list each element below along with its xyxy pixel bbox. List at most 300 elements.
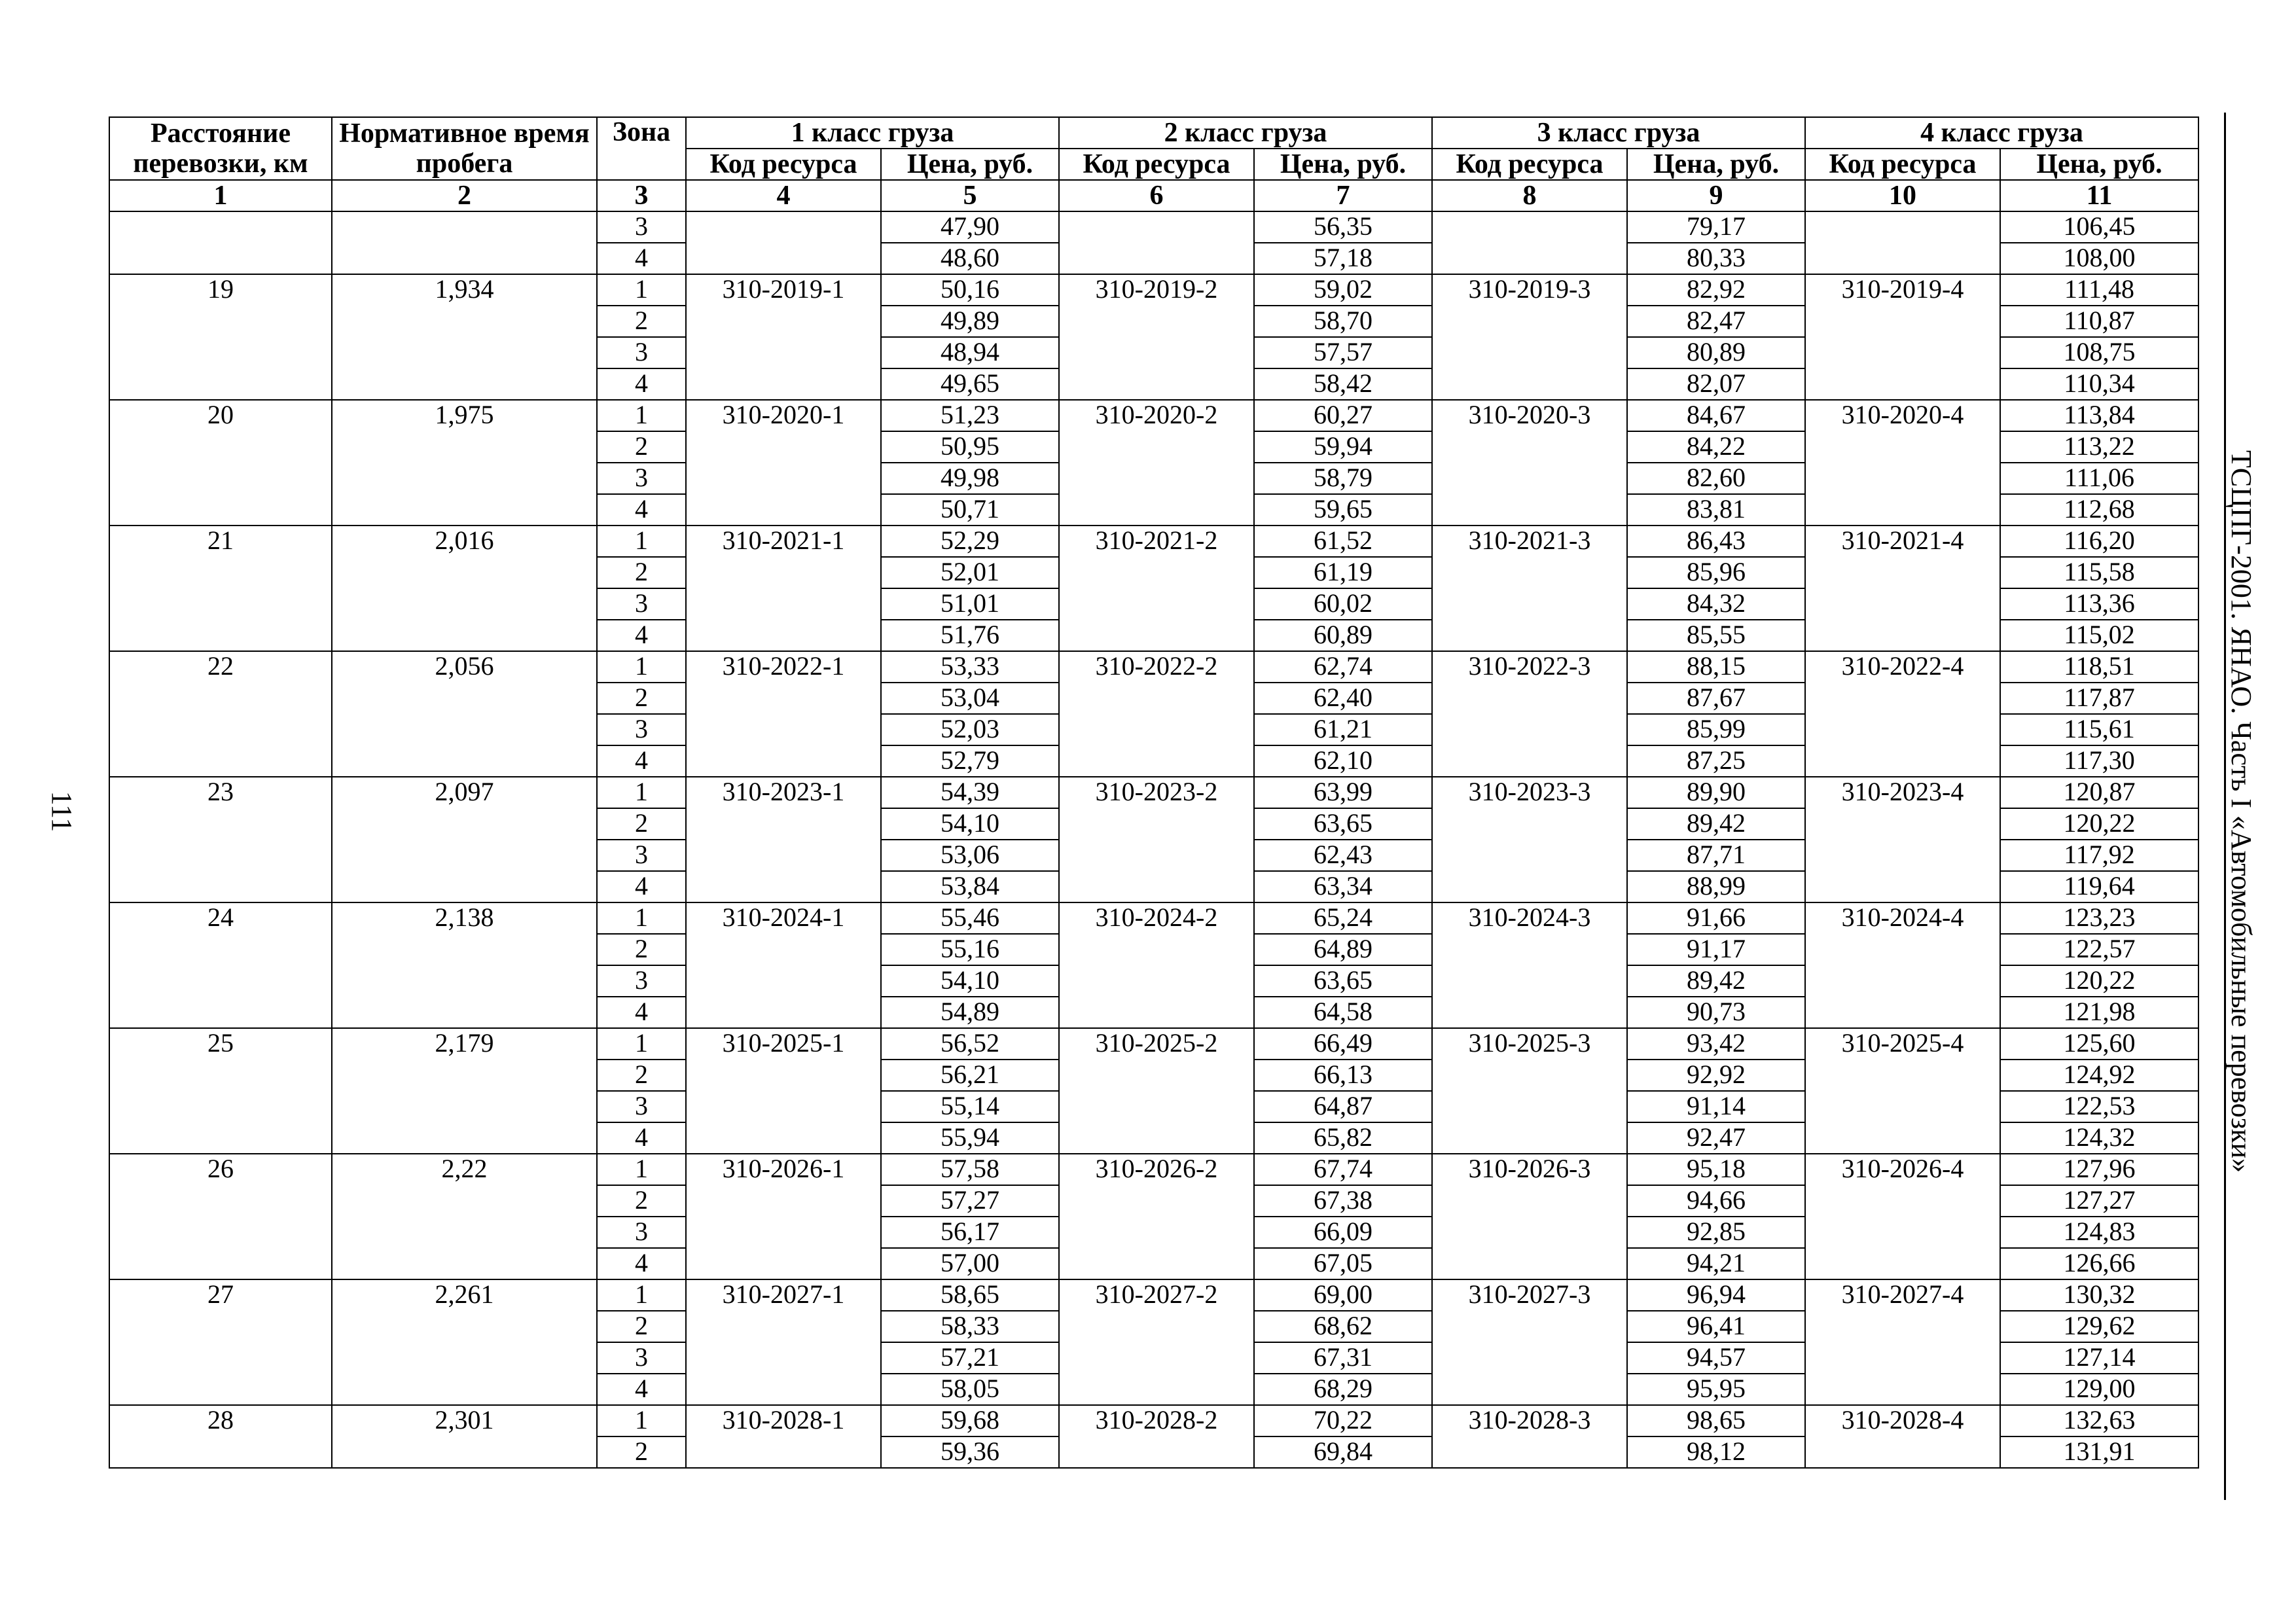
resource-code-cell: 310-2022-3	[1432, 651, 1627, 777]
resource-code-cell: 310-2024-2	[1059, 902, 1254, 1028]
zone-cell: 4	[597, 368, 686, 400]
distance-cell: 23	[109, 777, 332, 902]
resource-code-cell: 310-2023-2	[1059, 777, 1254, 902]
price-cell: 83,81	[1627, 494, 1805, 526]
header-code: Код ресурса	[1059, 149, 1254, 180]
resource-code-cell: 310-2025-2	[1059, 1028, 1254, 1154]
price-cell: 92,92	[1627, 1060, 1805, 1091]
zone-cell: 2	[597, 1060, 686, 1091]
price-cell: 56,35	[1254, 211, 1432, 243]
zone-cell: 4	[597, 1374, 686, 1405]
price-cell: 55,46	[881, 902, 1059, 934]
price-cell: 85,55	[1627, 620, 1805, 651]
price-cell: 57,58	[881, 1154, 1059, 1185]
zone-cell: 3	[597, 588, 686, 620]
tariff-table	[109, 116, 2199, 1469]
run-time-cell: 2,016	[332, 526, 597, 651]
table-row	[109, 902, 2198, 934]
zone-cell: 1	[597, 526, 686, 557]
price-cell: 82,60	[1627, 463, 1805, 494]
price-cell: 124,92	[2000, 1060, 2198, 1091]
resource-code-cell: 310-2025-1	[686, 1028, 881, 1154]
resource-code-cell: 310-2019-3	[1432, 274, 1627, 400]
price-cell: 87,25	[1627, 745, 1805, 777]
column-number: 5	[881, 180, 1059, 211]
price-cell: 51,01	[881, 588, 1059, 620]
price-cell: 52,01	[881, 557, 1059, 588]
price-cell: 64,89	[1254, 934, 1432, 965]
price-cell: 98,12	[1627, 1436, 1805, 1468]
price-cell: 61,52	[1254, 526, 1432, 557]
resource-code-cell: 310-2027-1	[686, 1279, 881, 1405]
price-cell: 49,89	[881, 306, 1059, 337]
price-cell: 64,87	[1254, 1091, 1432, 1122]
price-cell: 115,61	[2000, 714, 2198, 745]
price-cell: 56,21	[881, 1060, 1059, 1091]
zone-cell: 1	[597, 274, 686, 306]
price-cell: 66,13	[1254, 1060, 1432, 1091]
zone-cell: 3	[597, 1342, 686, 1374]
price-cell: 89,42	[1627, 808, 1805, 840]
column-number: 10	[1805, 180, 2000, 211]
run-time-cell: 2,056	[332, 651, 597, 777]
price-cell: 122,53	[2000, 1091, 2198, 1122]
price-cell: 53,33	[881, 651, 1059, 683]
price-cell: 58,65	[881, 1279, 1059, 1311]
price-cell: 94,57	[1627, 1342, 1805, 1374]
price-cell: 48,60	[881, 243, 1059, 274]
zone-cell: 3	[597, 965, 686, 997]
price-cell: 115,02	[2000, 620, 2198, 651]
table-row	[109, 1028, 2198, 1060]
price-cell: 94,66	[1627, 1185, 1805, 1217]
price-cell: 124,32	[2000, 1122, 2198, 1154]
distance-cell	[109, 211, 332, 274]
zone-cell: 2	[597, 1185, 686, 1217]
price-cell: 53,84	[881, 871, 1059, 902]
resource-code-cell	[1432, 211, 1627, 274]
price-cell: 60,27	[1254, 400, 1432, 431]
table-row	[109, 211, 2198, 243]
price-cell: 54,10	[881, 808, 1059, 840]
price-cell: 110,87	[2000, 306, 2198, 337]
resource-code-cell: 310-2020-3	[1432, 400, 1627, 526]
price-cell: 61,21	[1254, 714, 1432, 745]
price-cell: 125,60	[2000, 1028, 2198, 1060]
price-cell: 62,43	[1254, 840, 1432, 871]
price-cell: 58,79	[1254, 463, 1432, 494]
resource-code-cell: 310-2026-4	[1805, 1154, 2000, 1279]
column-number: 11	[2000, 180, 2198, 211]
header-price: Цена, руб.	[881, 149, 1059, 180]
price-cell: 92,85	[1627, 1217, 1805, 1248]
resource-code-cell: 310-2026-3	[1432, 1154, 1627, 1279]
header-time: Нормативное время пробега	[332, 117, 597, 180]
column-number: 3	[597, 180, 686, 211]
run-time-cell	[332, 211, 597, 274]
price-cell: 80,89	[1627, 337, 1805, 368]
distance-cell: 19	[109, 274, 332, 400]
price-cell: 69,84	[1254, 1436, 1432, 1468]
distance-cell: 24	[109, 902, 332, 1028]
price-cell: 117,30	[2000, 745, 2198, 777]
price-cell: 59,65	[1254, 494, 1432, 526]
price-cell: 52,79	[881, 745, 1059, 777]
zone-cell: 2	[597, 934, 686, 965]
distance-cell: 20	[109, 400, 332, 526]
table-row	[109, 400, 2198, 431]
price-cell: 66,09	[1254, 1217, 1432, 1248]
table-row	[109, 1405, 2198, 1436]
price-cell: 58,05	[881, 1374, 1059, 1405]
resource-code-cell: 310-2023-1	[686, 777, 881, 902]
price-cell: 95,18	[1627, 1154, 1805, 1185]
zone-cell: 1	[597, 777, 686, 808]
price-cell: 120,22	[2000, 965, 2198, 997]
distance-cell: 22	[109, 651, 332, 777]
price-cell: 132,63	[2000, 1405, 2198, 1436]
header-code: Код ресурса	[686, 149, 881, 180]
price-cell: 68,29	[1254, 1374, 1432, 1405]
header-class-1: 1 класс груза	[686, 117, 1059, 149]
price-cell: 54,89	[881, 997, 1059, 1028]
price-cell: 118,51	[2000, 651, 2198, 683]
table-row	[109, 1154, 2198, 1185]
zone-cell: 2	[597, 306, 686, 337]
column-number: 2	[332, 180, 597, 211]
column-number: 7	[1254, 180, 1432, 211]
price-cell: 63,34	[1254, 871, 1432, 902]
resource-code-cell: 310-2021-4	[1805, 526, 2000, 651]
price-cell: 82,47	[1627, 306, 1805, 337]
distance-cell: 27	[109, 1279, 332, 1405]
header-zone: Зона	[597, 117, 686, 180]
price-cell: 115,58	[2000, 557, 2198, 588]
price-cell: 91,17	[1627, 934, 1805, 965]
header-class-4: 4 класс груза	[1805, 117, 2198, 149]
resource-code-cell: 310-2021-1	[686, 526, 881, 651]
column-number: 4	[686, 180, 881, 211]
price-cell: 50,16	[881, 274, 1059, 306]
resource-code-cell: 310-2019-4	[1805, 274, 2000, 400]
price-cell: 57,57	[1254, 337, 1432, 368]
zone-cell: 1	[597, 651, 686, 683]
zone-cell: 4	[597, 871, 686, 902]
resource-code-cell: 310-2019-1	[686, 274, 881, 400]
table-row	[109, 777, 2198, 808]
zone-cell: 1	[597, 400, 686, 431]
zone-cell: 3	[597, 714, 686, 745]
price-cell: 82,07	[1627, 368, 1805, 400]
price-cell: 62,74	[1254, 651, 1432, 683]
run-time-cell: 2,301	[332, 1405, 597, 1468]
zone-cell: 3	[597, 1091, 686, 1122]
zone-cell: 2	[597, 431, 686, 463]
price-cell: 57,27	[881, 1185, 1059, 1217]
zone-cell: 4	[597, 997, 686, 1028]
price-cell: 67,31	[1254, 1342, 1432, 1374]
zone-cell: 4	[597, 494, 686, 526]
price-cell: 112,68	[2000, 494, 2198, 526]
resource-code-cell: 310-2027-4	[1805, 1279, 2000, 1405]
resource-code-cell: 310-2026-2	[1059, 1154, 1254, 1279]
price-cell: 50,71	[881, 494, 1059, 526]
price-cell: 52,29	[881, 526, 1059, 557]
zone-cell: 4	[597, 1248, 686, 1279]
distance-cell: 25	[109, 1028, 332, 1154]
column-numbers-row	[109, 180, 2198, 211]
price-cell: 63,65	[1254, 808, 1432, 840]
side-title: ТСЦПГ-2001. ЯНАО. Часть I «Автомобильные перевозки»	[2225, 450, 2257, 1173]
resource-code-cell: 310-2022-1	[686, 651, 881, 777]
price-cell: 108,75	[2000, 337, 2198, 368]
price-cell: 90,73	[1627, 997, 1805, 1028]
zone-cell: 2	[597, 683, 686, 714]
price-cell: 54,10	[881, 965, 1059, 997]
tariff-table-wrapper	[109, 116, 2198, 1469]
price-cell: 87,67	[1627, 683, 1805, 714]
price-cell: 63,99	[1254, 777, 1432, 808]
zone-cell: 1	[597, 1405, 686, 1436]
resource-code-cell: 310-2025-3	[1432, 1028, 1627, 1154]
price-cell: 80,33	[1627, 243, 1805, 274]
price-cell: 116,20	[2000, 526, 2198, 557]
zone-cell: 1	[597, 1154, 686, 1185]
price-cell: 85,96	[1627, 557, 1805, 588]
resource-code-cell: 310-2027-2	[1059, 1279, 1254, 1405]
zone-cell: 1	[597, 1028, 686, 1060]
price-cell: 67,74	[1254, 1154, 1432, 1185]
price-cell: 88,99	[1627, 871, 1805, 902]
resource-code-cell: 310-2019-2	[1059, 274, 1254, 400]
distance-cell: 21	[109, 526, 332, 651]
zone-cell: 4	[597, 1122, 686, 1154]
price-cell: 58,42	[1254, 368, 1432, 400]
price-cell: 84,32	[1627, 588, 1805, 620]
resource-code-cell: 310-2025-4	[1805, 1028, 2000, 1154]
resource-code-cell: 310-2023-3	[1432, 777, 1627, 902]
table-header	[109, 117, 2198, 211]
resource-code-cell: 310-2024-4	[1805, 902, 2000, 1028]
header-price: Цена, руб.	[1254, 149, 1432, 180]
price-cell: 119,64	[2000, 871, 2198, 902]
price-cell: 113,84	[2000, 400, 2198, 431]
header-price: Цена, руб.	[1627, 149, 1805, 180]
price-cell: 58,33	[881, 1311, 1059, 1342]
run-time-cell: 2,138	[332, 902, 597, 1028]
price-cell: 124,83	[2000, 1217, 2198, 1248]
price-cell: 55,16	[881, 934, 1059, 965]
price-cell: 53,04	[881, 683, 1059, 714]
resource-code-cell: 310-2028-2	[1059, 1405, 1254, 1468]
zone-cell: 2	[597, 808, 686, 840]
price-cell: 122,57	[2000, 934, 2198, 965]
price-cell: 94,21	[1627, 1248, 1805, 1279]
price-cell: 59,36	[881, 1436, 1059, 1468]
price-cell: 67,38	[1254, 1185, 1432, 1217]
zone-cell: 3	[597, 463, 686, 494]
price-cell: 120,22	[2000, 808, 2198, 840]
price-cell: 49,98	[881, 463, 1059, 494]
table-row	[109, 274, 2198, 306]
price-cell: 49,65	[881, 368, 1059, 400]
price-cell: 53,06	[881, 840, 1059, 871]
resource-code-cell: 310-2023-4	[1805, 777, 2000, 902]
price-cell: 111,48	[2000, 274, 2198, 306]
price-cell: 68,62	[1254, 1311, 1432, 1342]
resource-code-cell: 310-2021-3	[1432, 526, 1627, 651]
price-cell: 89,90	[1627, 777, 1805, 808]
price-cell: 95,95	[1627, 1374, 1805, 1405]
resource-code-cell: 310-2027-3	[1432, 1279, 1627, 1405]
price-cell: 98,65	[1627, 1405, 1805, 1436]
price-cell: 121,98	[2000, 997, 2198, 1028]
price-cell: 56,17	[881, 1217, 1059, 1248]
zone-cell: 1	[597, 902, 686, 934]
price-cell: 67,05	[1254, 1248, 1432, 1279]
price-cell: 64,58	[1254, 997, 1432, 1028]
price-cell: 57,18	[1254, 243, 1432, 274]
run-time-cell: 2,261	[332, 1279, 597, 1405]
price-cell: 60,89	[1254, 620, 1432, 651]
price-cell: 87,71	[1627, 840, 1805, 871]
price-cell: 52,03	[881, 714, 1059, 745]
price-cell: 111,06	[2000, 463, 2198, 494]
price-cell: 55,14	[881, 1091, 1059, 1122]
price-cell: 59,68	[881, 1405, 1059, 1436]
run-time-cell: 1,975	[332, 400, 597, 526]
header-class-3: 3 класс груза	[1432, 117, 1805, 149]
run-time-cell: 2,22	[332, 1154, 597, 1279]
price-cell: 62,10	[1254, 745, 1432, 777]
table-body	[109, 211, 2198, 1468]
resource-code-cell	[686, 211, 881, 274]
price-cell: 92,47	[1627, 1122, 1805, 1154]
price-cell: 85,99	[1627, 714, 1805, 745]
run-time-cell: 1,934	[332, 274, 597, 400]
resource-code-cell: 310-2024-3	[1432, 902, 1627, 1028]
price-cell: 48,94	[881, 337, 1059, 368]
resource-code-cell: 310-2028-3	[1432, 1405, 1627, 1468]
column-number: 6	[1059, 180, 1254, 211]
price-cell: 113,36	[2000, 588, 2198, 620]
price-cell: 79,17	[1627, 211, 1805, 243]
price-cell: 123,23	[2000, 902, 2198, 934]
price-cell: 117,92	[2000, 840, 2198, 871]
column-number: 9	[1627, 180, 1805, 211]
run-time-cell: 2,179	[332, 1028, 597, 1154]
price-cell: 113,22	[2000, 431, 2198, 463]
price-cell: 84,22	[1627, 431, 1805, 463]
price-cell: 59,02	[1254, 274, 1432, 306]
price-cell: 51,76	[881, 620, 1059, 651]
price-cell: 129,62	[2000, 1311, 2198, 1342]
price-cell: 47,90	[881, 211, 1059, 243]
price-cell: 51,23	[881, 400, 1059, 431]
price-cell: 66,49	[1254, 1028, 1432, 1060]
price-cell: 63,65	[1254, 965, 1432, 997]
price-cell: 65,82	[1254, 1122, 1432, 1154]
price-cell: 129,00	[2000, 1374, 2198, 1405]
table-row	[109, 1279, 2198, 1311]
header-code: Код ресурса	[1432, 149, 1627, 180]
zone-cell: 2	[597, 1436, 686, 1468]
price-cell: 59,94	[1254, 431, 1432, 463]
column-number: 8	[1432, 180, 1627, 211]
price-cell: 131,91	[2000, 1436, 2198, 1468]
zone-cell: 3	[597, 211, 686, 243]
price-cell: 50,95	[881, 431, 1059, 463]
resource-code-cell: 310-2020-4	[1805, 400, 2000, 526]
resource-code-cell: 310-2020-1	[686, 400, 881, 526]
table-row	[109, 651, 2198, 683]
price-cell: 57,21	[881, 1342, 1059, 1374]
distance-cell: 28	[109, 1405, 332, 1468]
price-cell: 54,39	[881, 777, 1059, 808]
zone-cell: 1	[597, 1279, 686, 1311]
header-distance: Расстояние перевозки, км	[109, 117, 332, 180]
resource-code-cell: 310-2021-2	[1059, 526, 1254, 651]
price-cell: 126,66	[2000, 1248, 2198, 1279]
price-cell: 91,66	[1627, 902, 1805, 934]
resource-code-cell	[1805, 211, 2000, 274]
price-cell: 57,00	[881, 1248, 1059, 1279]
price-cell: 117,87	[2000, 683, 2198, 714]
price-cell: 61,19	[1254, 557, 1432, 588]
column-number: 1	[109, 180, 332, 211]
resource-code-cell: 310-2028-4	[1805, 1405, 2000, 1468]
resource-code-cell: 310-2028-1	[686, 1405, 881, 1468]
table-row	[109, 526, 2198, 557]
zone-cell: 3	[597, 337, 686, 368]
run-time-cell: 2,097	[332, 777, 597, 902]
price-cell: 96,94	[1627, 1279, 1805, 1311]
resource-code-cell: 310-2024-1	[686, 902, 881, 1028]
resource-code-cell: 310-2022-4	[1805, 651, 2000, 777]
price-cell: 58,70	[1254, 306, 1432, 337]
price-cell: 82,92	[1627, 274, 1805, 306]
price-cell: 110,34	[2000, 368, 2198, 400]
price-cell: 130,32	[2000, 1279, 2198, 1311]
price-cell: 108,00	[2000, 243, 2198, 274]
header-class-2: 2 класс груза	[1059, 117, 1432, 149]
price-cell: 96,41	[1627, 1311, 1805, 1342]
price-cell: 120,87	[2000, 777, 2198, 808]
price-cell: 86,43	[1627, 526, 1805, 557]
zone-cell: 4	[597, 620, 686, 651]
price-cell: 65,24	[1254, 902, 1432, 934]
zone-cell: 3	[597, 840, 686, 871]
price-cell: 56,52	[881, 1028, 1059, 1060]
resource-code-cell: 310-2026-1	[686, 1154, 881, 1279]
price-cell: 60,02	[1254, 588, 1432, 620]
zone-cell: 2	[597, 557, 686, 588]
zone-cell: 4	[597, 243, 686, 274]
price-cell: 127,14	[2000, 1342, 2198, 1374]
resource-code-cell: 310-2020-2	[1059, 400, 1254, 526]
header-price: Цена, руб.	[2000, 149, 2198, 180]
price-cell: 88,15	[1627, 651, 1805, 683]
price-cell: 69,00	[1254, 1279, 1432, 1311]
price-cell: 93,42	[1627, 1028, 1805, 1060]
price-cell: 91,14	[1627, 1091, 1805, 1122]
price-cell: 127,27	[2000, 1185, 2198, 1217]
page-number: 111	[46, 791, 78, 832]
price-cell: 70,22	[1254, 1405, 1432, 1436]
resource-code-cell	[1059, 211, 1254, 274]
distance-cell: 26	[109, 1154, 332, 1279]
price-cell: 127,96	[2000, 1154, 2198, 1185]
